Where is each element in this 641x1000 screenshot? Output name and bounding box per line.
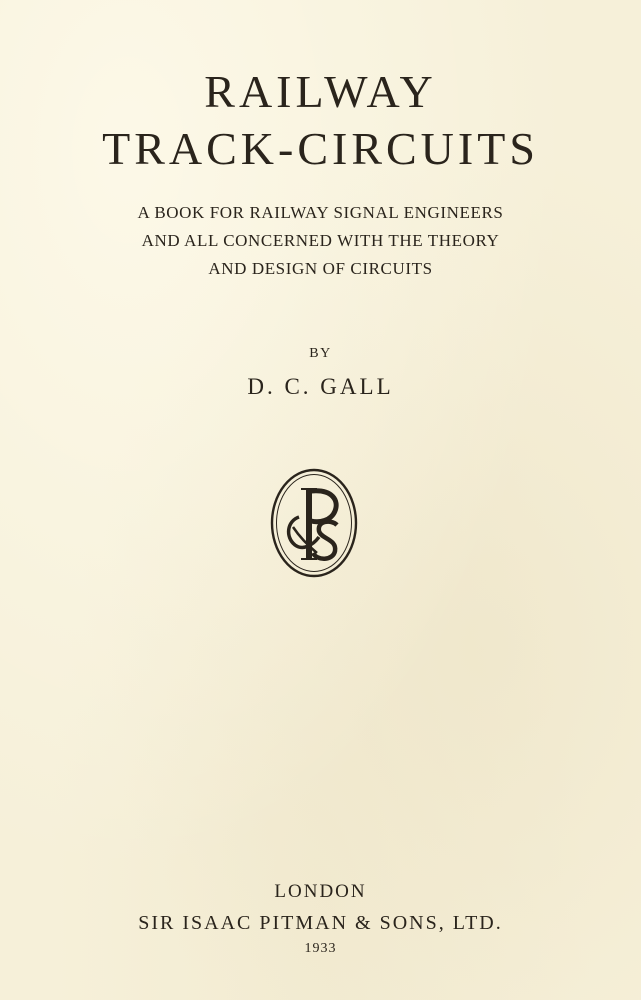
book-title-line-2: TRACK-CIRCUITS bbox=[102, 123, 539, 174]
subtitle-line-3: AND DESIGN OF CIRCUITS bbox=[208, 259, 433, 278]
imprint-publisher: SIR ISAAC PITMAN & SONS, LTD. bbox=[138, 912, 503, 934]
book-title-line-1: RAILWAY bbox=[204, 66, 437, 117]
publisher-monogram-icon bbox=[269, 467, 359, 579]
subtitle-line-2: AND ALL CONCERNED WITH THE THEORY bbox=[141, 231, 500, 250]
imprint-city: LONDON bbox=[274, 881, 367, 902]
author-name: D. C. GALL bbox=[247, 374, 394, 399]
subtitle-line-1: A BOOK FOR RAILWAY SIGNAL ENGINEERS bbox=[137, 203, 504, 222]
byline-by: BY bbox=[309, 346, 332, 361]
imprint-year: 1933 bbox=[304, 941, 337, 956]
